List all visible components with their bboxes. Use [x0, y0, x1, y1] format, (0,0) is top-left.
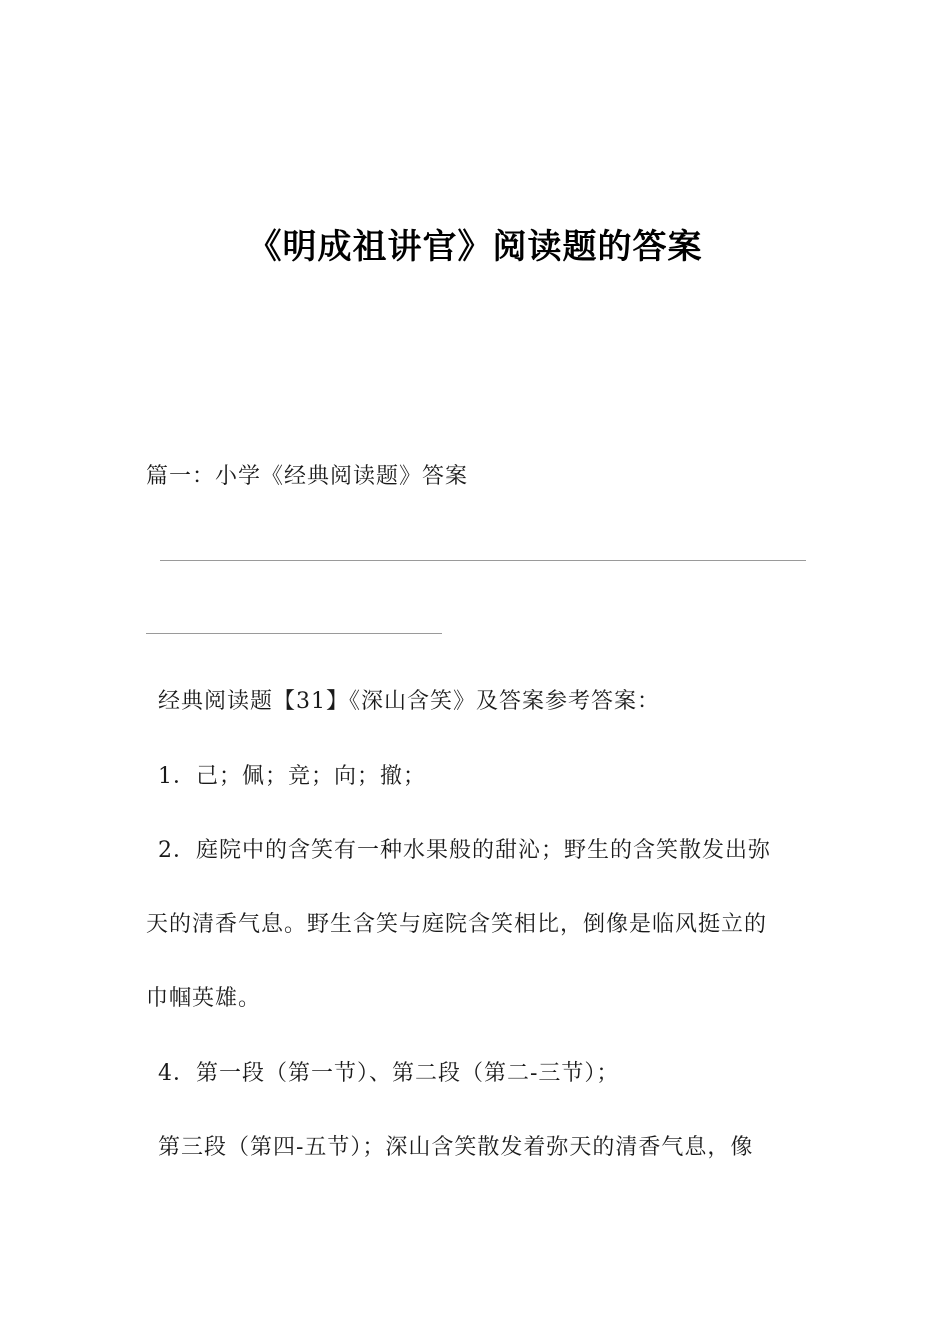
separator-line-bottom: [146, 633, 442, 634]
text-line: 第三段（第四-五节）；深山含笑散发着弥天的清香气息，像: [158, 1135, 754, 1160]
text-line: 2．庭院中的含笑有一种水果般的甜沁；野生的含笑散发出弥: [158, 838, 771, 863]
text-line: 经典阅读题【31】《深山含笑》及答案参考答案：: [158, 689, 660, 714]
text-line: 4．第一段（第一节）、第二段（第二-三节）；: [158, 1061, 620, 1086]
text-line: 天的清香气息。野生含笑与庭院含笑相比，倒像是临风挺立的: [146, 912, 768, 937]
text-line: 巾帼英雄。: [146, 986, 262, 1011]
section-heading: 篇一：小学《经典阅读题》答案: [146, 464, 469, 489]
document-title: 《明成祖讲官》阅读题的答案: [247, 227, 703, 267]
separator-line-top: [160, 560, 806, 561]
text-line: 1．己；佩；竞；向；撤；: [158, 764, 426, 789]
